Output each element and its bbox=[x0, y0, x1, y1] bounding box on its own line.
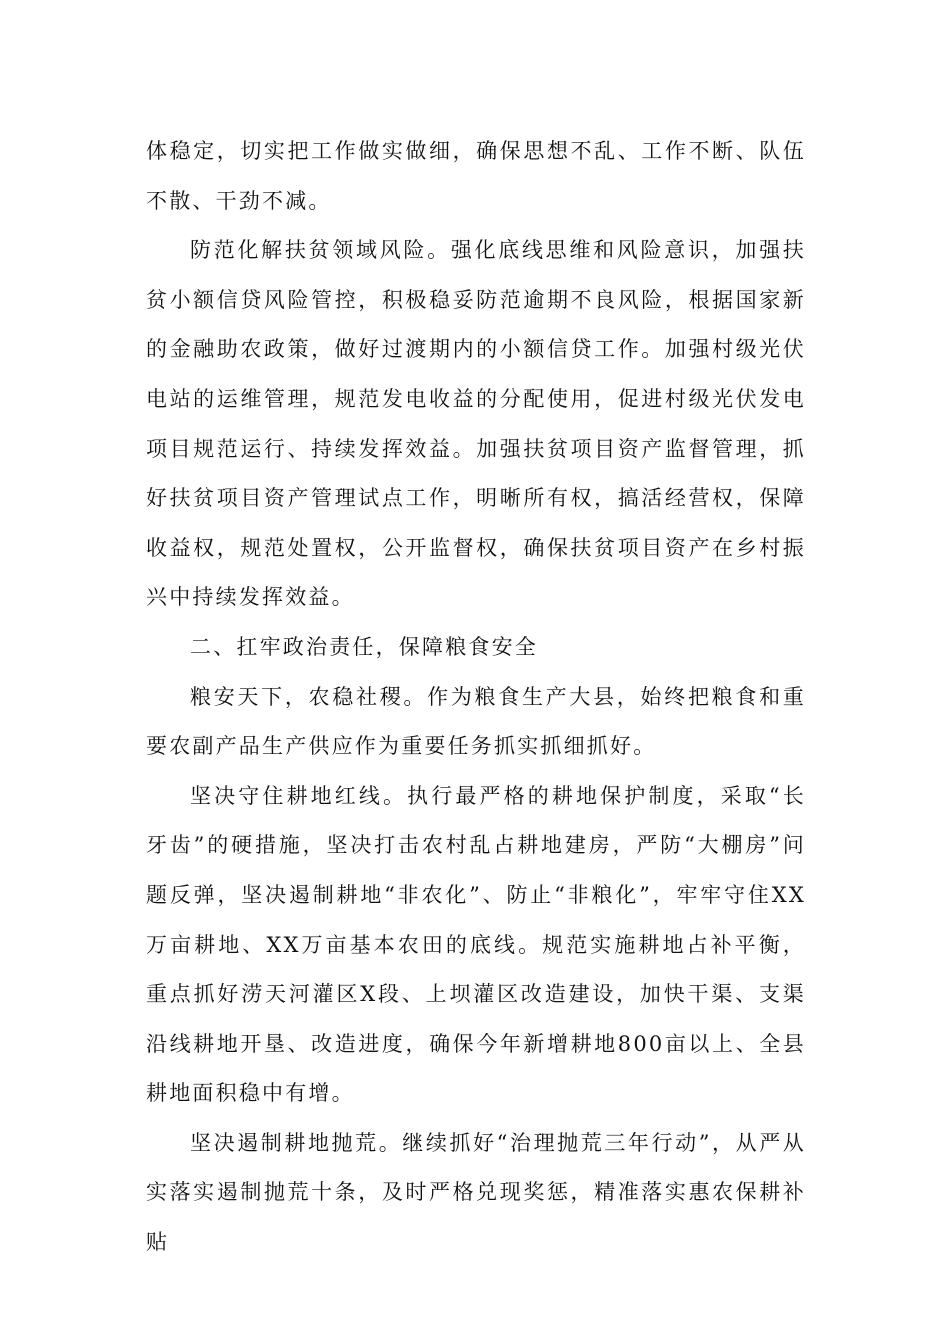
section-heading-grain-security: 二、扛牢政治责任，保障粮食安全 bbox=[190, 634, 538, 659]
paragraph-poverty-risk: 防范化解扶贫领域风险。强化底线思维和风险意识，加强扶贫小额信贷风险管控，积极稳妥防范逾期不良风险，根据国家新的金融助农政策，做好过渡期内的小额信贷工作。加强村级光伏电站的运维管理，规范发电收益的分配使用，促进村级光伏发电项目规范运行、持续发挥效益。加强扶贫项目资产监督管理，抓好扶贫项目资产管理试点工作，明晰所有权，搞活经营权，保障收益权，规范处置权，公开监督权，确保扶贫项目资产在乡村振兴中持续发挥效益。 bbox=[146, 238, 806, 610]
paragraph-farmland-abandonment: 坚决遏制耕地抛荒。继续抓好“治理抛荒三年行动”，从严从实落实遏制抛荒十条，及时严格兑现奖惩，精准落实惠农保耕补贴 bbox=[146, 1130, 806, 1255]
paragraph-grain-intro: 粮安天下，农稳社稷。作为粮食生产大县，始终把粮食和重要农副产品生产供应作为重要任务抓实抓细抓好。 bbox=[146, 684, 806, 759]
paragraph-farmland-redline: 坚决守住耕地红线。执行最严格的耕地保护制度，采取“长牙齿”的硬措施，坚决打击农村乱占耕地建房，严防“大棚房”问题反弹，坚决遏制耕地“非农化”、防止“非粮化”，牢牢守住XX万亩耕地、XX万亩基本农田的底线。规范实施耕地占补平衡，重点抓好涝天河灌区X段、上坝灌区改造建设，加快干渠、支渠沿线耕地开垦、改造进度，确保今年新增耕地800亩以上、全县耕地面积稳中有增。 bbox=[146, 783, 806, 1106]
document-body bbox=[146, 127, 806, 1268]
paragraph-continuation: 体稳定，切实把工作做实做细，确保思想不乱、工作不断、队伍不散、干劲不减。 bbox=[146, 139, 806, 213]
